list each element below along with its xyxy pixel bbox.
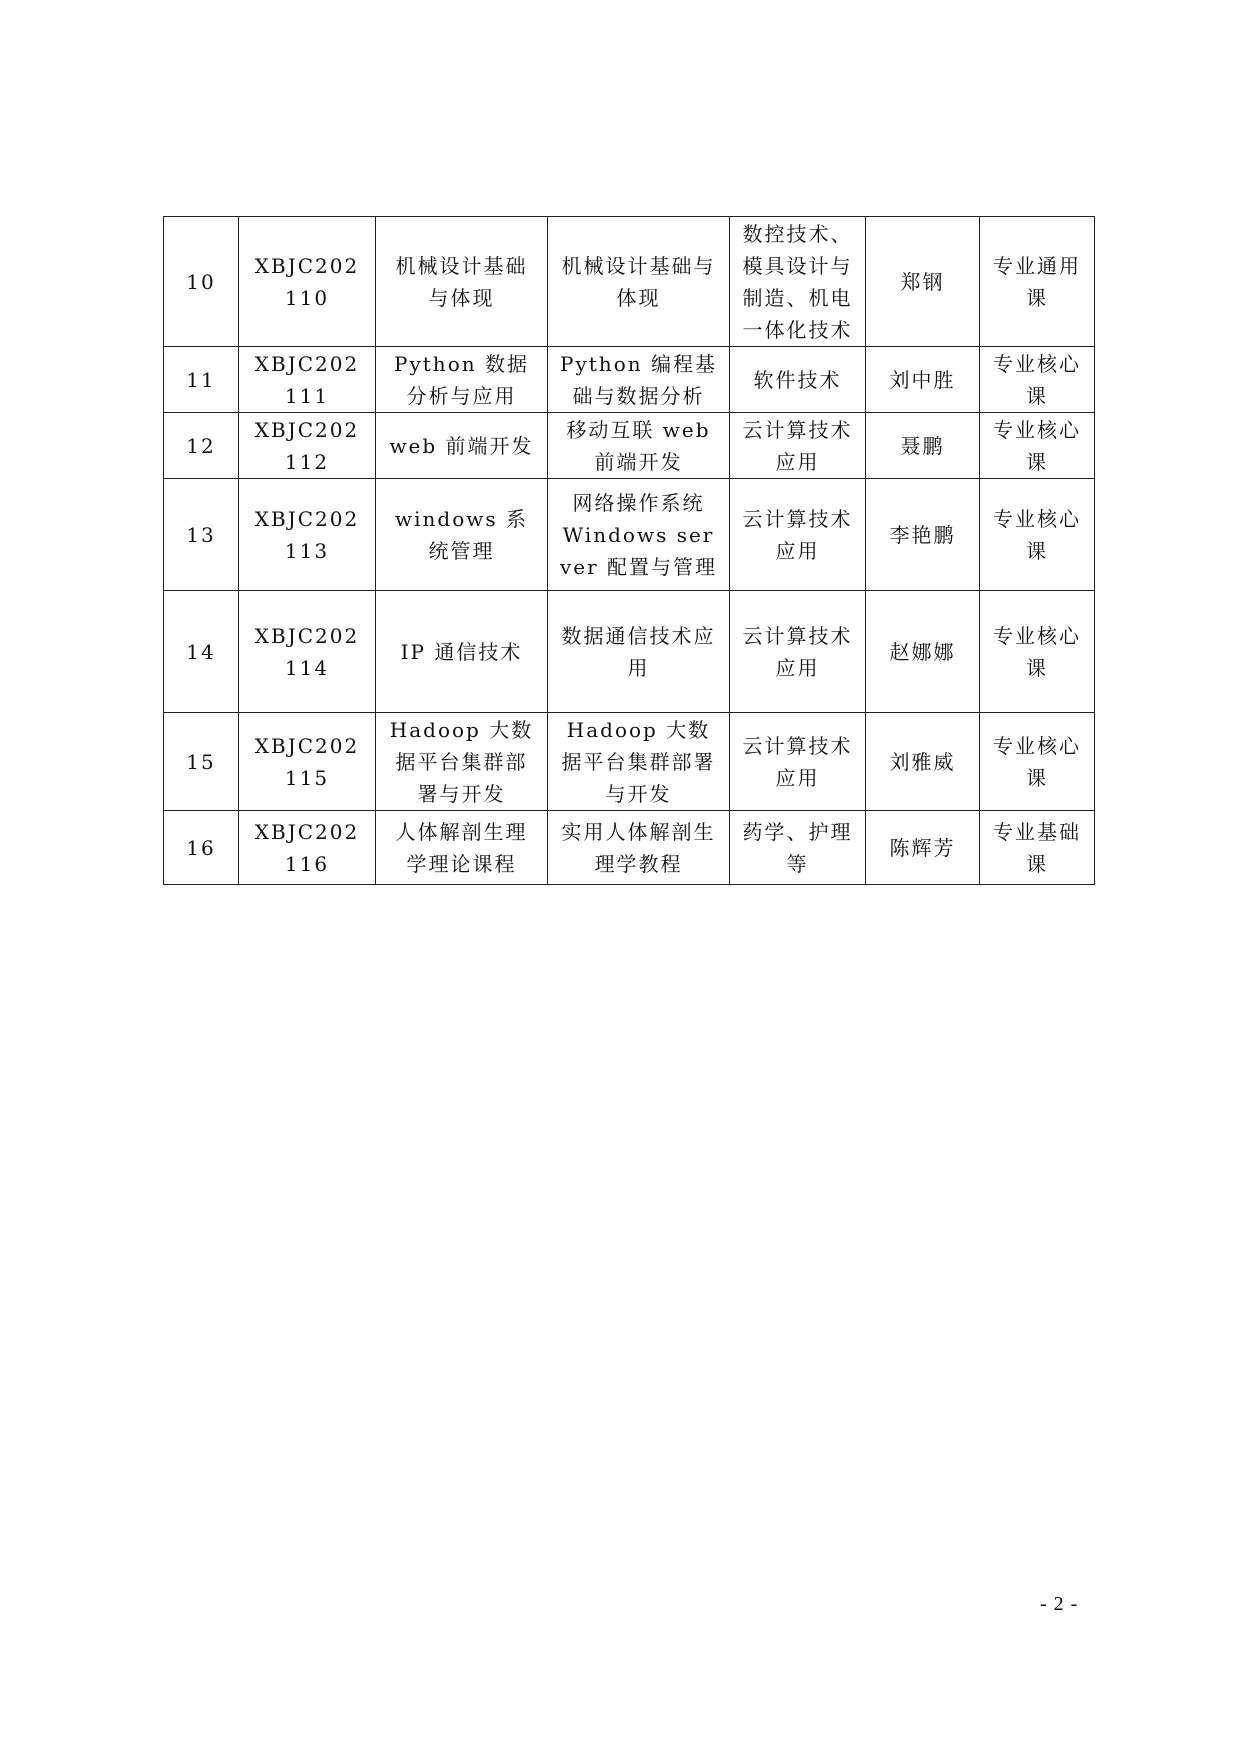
- course-name: 人体解剖生理学理论课程: [376, 811, 548, 885]
- row-number: 10: [164, 217, 239, 347]
- course-type: 专业通用课: [980, 217, 1095, 347]
- textbook-name: Python 编程基础与数据分析: [548, 347, 730, 413]
- row-number: 11: [164, 347, 239, 413]
- course-type: 专业核心课: [980, 591, 1095, 713]
- teacher-name: 赵娜娜: [866, 591, 980, 713]
- course-type: 专业核心课: [980, 713, 1095, 811]
- textbook-name: 网络操作系统 Windows server 配置与管理: [548, 479, 730, 591]
- applicable-major: 数控技术、模具设计与制造、机电一体化技术: [730, 217, 866, 347]
- course-name: 机械设计基础与体现: [376, 217, 548, 347]
- textbook-name: 数据通信技术应用: [548, 591, 730, 713]
- course-name: Hadoop 大数据平台集群部署与开发: [376, 713, 548, 811]
- page-number: - 2 -: [1040, 1593, 1079, 1615]
- course-type: 专业基础课: [980, 811, 1095, 885]
- course-name: IP 通信技术: [376, 591, 548, 713]
- applicable-major: 药学、护理等: [730, 811, 866, 885]
- applicable-major: 云计算技术应用: [730, 591, 866, 713]
- teacher-name: 刘雅威: [866, 713, 980, 811]
- course-code: XBJC202114: [239, 591, 376, 713]
- course-name: Python 数据分析与应用: [376, 347, 548, 413]
- table-row: [164, 413, 1095, 479]
- course-code: XBJC202116: [239, 811, 376, 885]
- applicable-major: 云计算技术应用: [730, 713, 866, 811]
- textbook-name: 实用人体解剖生理学教程: [548, 811, 730, 885]
- table-row: [164, 479, 1095, 591]
- table-row: [164, 217, 1095, 347]
- teacher-name: 郑钢: [866, 217, 980, 347]
- textbook-name: 移动互联 web 前端开发: [548, 413, 730, 479]
- row-number: 12: [164, 413, 239, 479]
- row-number: 14: [164, 591, 239, 713]
- table-row: [164, 811, 1095, 885]
- course-code: XBJC202111: [239, 347, 376, 413]
- course-code: XBJC202113: [239, 479, 376, 591]
- course-name: windows 系统管理: [376, 479, 548, 591]
- course-table: [163, 216, 1095, 885]
- table-row: [164, 347, 1095, 413]
- course-type: 专业核心课: [980, 413, 1095, 479]
- teacher-name: 陈辉芳: [866, 811, 980, 885]
- row-number: 16: [164, 811, 239, 885]
- table-row: [164, 591, 1095, 713]
- course-code: XBJC202110: [239, 217, 376, 347]
- textbook-name: 机械设计基础与体现: [548, 217, 730, 347]
- teacher-name: 聂鹏: [866, 413, 980, 479]
- teacher-name: 李艳鹏: [866, 479, 980, 591]
- applicable-major: 云计算技术应用: [730, 479, 866, 591]
- applicable-major: 软件技术: [730, 347, 866, 413]
- row-number: 15: [164, 713, 239, 811]
- course-type: 专业核心课: [980, 479, 1095, 591]
- course-name: web 前端开发: [376, 413, 548, 479]
- row-number: 13: [164, 479, 239, 591]
- textbook-name: Hadoop 大数据平台集群部署与开发: [548, 713, 730, 811]
- course-code: XBJC202112: [239, 413, 376, 479]
- table-row: [164, 713, 1095, 811]
- course-code: XBJC202115: [239, 713, 376, 811]
- teacher-name: 刘中胜: [866, 347, 980, 413]
- applicable-major: 云计算技术应用: [730, 413, 866, 479]
- course-type: 专业核心课: [980, 347, 1095, 413]
